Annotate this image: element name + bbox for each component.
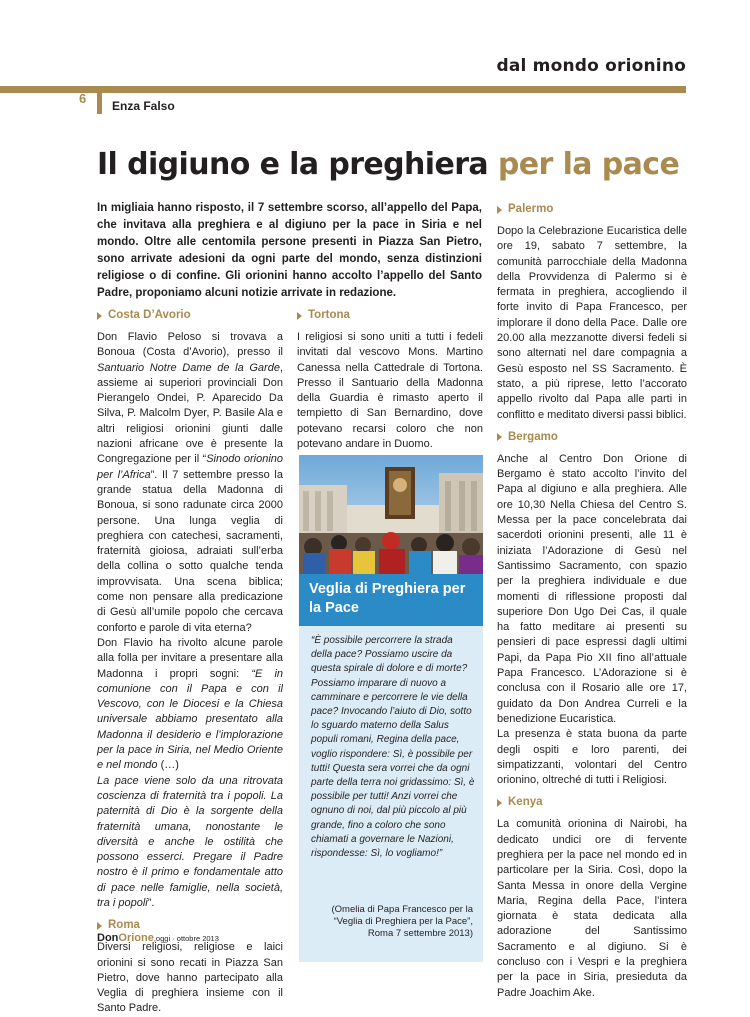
- paragraph: [97, 774, 283, 912]
- triangle-marker-icon: [97, 312, 102, 320]
- article-title: [97, 147, 679, 182]
- section-heading-text: Kenya: [508, 796, 543, 809]
- text-run: ”. Il 7 settembre presso la grande statua della Madonna di Bonoua, si sono radunate circa 2000 persone. Una lunga veglia di preghiera con catechesi, sacramenti, fraternità gioiosa, adraiati sull’erba della collina o sotto qualche tenda improvvisata. Una scena biblica; come non pensare alla predicazione di Gesù all’umile popolo che cercava conforto e parole di vita eterna?: [97, 468, 283, 634]
- paragraph: Diversi religiosi, religiose e laici orionini si sono recati in Piazza San Pietro, dove hanno partecipato alla Veglia di preghiera insieme con il Santo Padre.: [97, 941, 283, 1015]
- triangle-marker-icon: [497, 799, 502, 807]
- paragraph: La comunità orionina di Nairobi, ha dedicato undici ore di fervente preghiera per la pace nel mondo ed in particolare per la Siria. Così, dopo la Santa Messa in onore della Vergine Maria, Regina della Pace, l’intera giornata è stata dedicata alla adorazione del Santissimo Sacramento e al digiuno. Si è concluso con i Vespri e la preghiera per la pace in Siria, presieduta da Padre Joachim Ake.: [497, 818, 687, 999]
- triangle-marker-icon: [497, 433, 502, 441]
- section-heading-text: Bergamo: [508, 430, 558, 443]
- column-right: [497, 201, 687, 1001]
- page-number: 6: [79, 91, 87, 106]
- text-run-italic: “E in comunione con il Papa e con il Vescovo, con le Diocesi e la Chiesa universale abbiamo presentato alla Madonna il desiderio e l’implorazione per la pace in Siria, nel Medio Oriente e nel mondo: [97, 667, 284, 772]
- text-run-italic: Santuario Notre Dame de la Garde: [97, 361, 280, 374]
- text-run: (…): [157, 759, 179, 772]
- issue-date: ,oggi · ottobre 2013: [153, 934, 219, 943]
- brand-orione: Orione: [118, 932, 154, 944]
- paragraph: [97, 330, 283, 636]
- text-run: Don Flavio Peloso si trovava a Bonoua (Costa d’Avorio), presso il: [97, 331, 283, 359]
- section-heading-tortona: [297, 307, 483, 324]
- paragraph: [97, 636, 283, 774]
- text-run: ”.: [147, 896, 155, 909]
- column-middle: [297, 307, 483, 452]
- article-lead: In migliaia hanno risposto, il 7 settembre scorso, all’appello del Papa, che invitava alla preghiera e al digiuno per la pace in Siria e nel mondo. Oltre alle centomila persone presenti in Piazza San Pietro, sono arrivate adesioni da ogni parte del mondo, senza distinzioni religiose o di confine. Gli orionini hanno accolto l’appello del Santo Padre, proponiamo alcuni notizie arrivate in redazione.: [97, 202, 482, 299]
- paragraph: I religiosi si sono uniti a tutti i fedeli invitati dal vescovo Mons. Martino Canessa nella Cattedrale di Tortona. Presso il Santuario della Madonna della Guardia è rimasto aperto il tempietto di San Bernardino, dove potevano recarsi coloro che non potevano andare in Duomo.: [297, 331, 483, 451]
- section-heading-text: Tortona: [308, 308, 350, 321]
- column-left: [97, 307, 283, 1017]
- text-run-italic: La pace viene solo da una ritrovata coscienza di fraternità tra i popoli. La paternità di Dio è la sorgente della fraternità umana, nonostante le diversità e anche le ostilità che possono esserci. Pregare il Padre nostro è il primo e fondamentale atto di pace nelle famiglie, nella società, tra i popoli: [97, 774, 283, 909]
- section-name: dal mondo orionino: [496, 56, 686, 76]
- section-heading-text: Roma: [108, 919, 140, 932]
- paragraph: Anche al Centro Don Orione di Bergamo è stato accolto l’invito del Papa al digiuno e alla preghiera. Alle ore 10,30 Nella Chiesa del Centro S. Messa per la pace concelebrata dai sacerdoti orionini presenti, alle 11 è iniziata l’Adorazione di Gesù nel Santissimo Sacramento, con spazio per la preghiera individuale e due momenti di riflessione proposti dal superiore Don Ugo Dei Cas, il quale ha fatto meditare ai presenti su pensieri di pace espressi dagli ultimi Papi, da Papa Pio XII fino all’attuale Papa Francesco. L’Adorazione si è conclusa con il Rosario alle ore 17, guidato da Don Andrea Curreli e la benedizione Eucaristica.: [497, 452, 687, 725]
- text-run-italic: Sinodo orionino per l’Africa: [97, 453, 283, 481]
- section-heading-text: Palermo: [508, 202, 554, 215]
- brand-don: Don: [97, 932, 119, 944]
- section-heading-text: Costa D’Avorio: [108, 308, 191, 321]
- crowd-photo: [299, 455, 483, 574]
- section-heading-kenya: [497, 794, 687, 811]
- callout-quote: “È possibile percorrere la strada della pace? Possiamo uscire da questa spirale di dolore e di morte? Possiamo imparare di nuovo a camminare e percorrere le vie della pace? Invocando l’aiuto di Dio, sotto lo sguardo materno della Salus populi romani, Regina della pace, voglio rispondere: Sì, è possibile per tutti! Questa sera vorrei che da ogni parte della terra noi gridassimo: Sì, è possibile per tutti! Anzi vorrei che ognuno di noi, dal più piccolo al più grande, fino a coloro che sono chiamati a governare le Nazioni, rispondesse: Sì, lo vogliamo!”: [311, 635, 475, 860]
- paragraph: La presenza è stata buona da parte degli ospiti e loro parenti, dei simpatizzanti, volontari del Centro orionino, oltreché di tutti i Religiosi.: [497, 728, 687, 787]
- callout-source: (Omelia di Papa Francesco per la “Veglia di Preghiera per la Pace”, Roma 7 settembre 2013): [331, 904, 473, 939]
- paragraph: Dopo la Celebrazione Eucaristica delle ore 19, sabato 7 settembre, la comunità parrocchiale della Madonna della Provvidenza di Palermo si è fermata in preghiera, accogliendo il forte invito di Papa Francesco, per implorare il dono della Pace. Dalle ore 20.00 alla mezzanotte diversi fedeli si sono alternati nel dare compagnia a Gesù esposto nel SS Sacramento. È stato, a più riprese, letto l’accorato appello rivolto dal Papa alle parti in conflitto e meditato diversi passi biblici.: [497, 225, 687, 421]
- crowd-photo-image: [299, 455, 483, 574]
- triangle-marker-icon: [97, 922, 102, 930]
- section-heading-costa: [97, 307, 283, 324]
- top-rule: [0, 86, 686, 93]
- footer-brand: [97, 932, 219, 944]
- text-run: Don Flavio ha rivolto alcune parole alla folla per invitare a presentare alla Madonna i propri sogni:: [97, 636, 283, 680]
- author-name: Enza Falso: [112, 99, 175, 113]
- title-main: Il digiuno e la preghiera: [97, 147, 498, 182]
- section-heading-palermo: [497, 201, 687, 218]
- section-heading-bergamo: [497, 429, 687, 446]
- author-accent-bar: [97, 90, 102, 114]
- quote-callout: [299, 574, 483, 962]
- triangle-marker-icon: [497, 206, 502, 214]
- text-run: , assieme ai superiori provinciali Don Pierangelo Ondei, P. Aparecido Da Silva, P. Malcolm Dyer, P. Basile Ala e altri religiosi orionini giunti dalle nazioni africane ove è presente la Congregazione per il “: [97, 361, 283, 466]
- title-accent: per la pace: [497, 147, 680, 182]
- triangle-marker-icon: [297, 312, 302, 320]
- callout-title: Veglia di Preghiera per la Pace: [299, 574, 483, 626]
